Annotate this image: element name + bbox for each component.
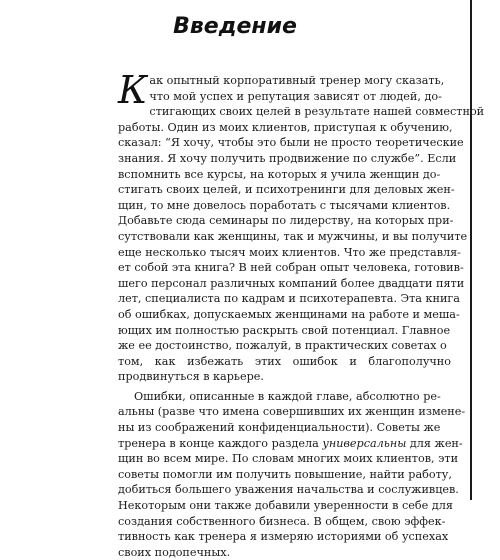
text-line: работы. Один из моих клиентов, приступая к обучению, [118, 120, 453, 134]
text-line: советы помогли им получить повышение, найти работу, [118, 467, 452, 481]
text-line: шего персонал различных компаний более двадцати пяти [118, 276, 465, 290]
page-edge-line [470, 0, 472, 500]
body-text [118, 68, 485, 560]
text-line: создания собственного бизнеса. В общем, свою эффек- [118, 514, 446, 528]
text-line: стигать своих целей, и психотренинги для деловых жен- [118, 183, 455, 197]
text-line: своих подопечных. [118, 545, 231, 559]
text-line: что мой успех и репутация зависят от людей, до- [149, 89, 442, 103]
text-line: щин во всем мире. По словам многих моих клиентов, эти [118, 452, 459, 466]
text-line: сказал: “Я хочу, чтобы это были не просто теоретические [118, 136, 464, 150]
text-line [118, 436, 463, 452]
paragraph-1 [118, 68, 485, 385]
text-fragment: для жен- [406, 436, 463, 450]
text-line: же ее достоинство, пожалуй, в практических советах о [118, 339, 447, 353]
text-line: добиться большего уважения начальства и сослуживцев. [118, 483, 459, 497]
text-line: ющих им полностью раскрыть свой потенциал. Главное [118, 323, 451, 337]
emphasized-word: универсальны [322, 436, 407, 450]
paragraph-2 [118, 389, 466, 560]
text-line: стигающих своих целей в результате нашей совместной [149, 105, 485, 119]
text-line: ак опытный корпоративный тренер могу сказать, [149, 74, 445, 87]
text-line: вспомнить все курсы, на которых я учила женщин до- [118, 167, 441, 181]
text-line: альны (разве что имена совершивших их женщин измене- [118, 405, 466, 419]
text-line: Ошибки, описанные в каждой главе, абсолютно ре- [134, 389, 441, 403]
text-line: еще несколько тысяч моих клиентов. Что же представля- [118, 245, 461, 259]
text-line: том, как избежать этих ошибок и благополучно продвинуться в карьере. [118, 354, 451, 384]
chapter-heading: Введение [173, 14, 297, 39]
text-line: лет, специалиста по кадрам и психотерапевта. Эта книга [118, 292, 460, 306]
text-fragment: тренера в конце каждого раздела [118, 436, 323, 450]
drop-cap: К [118, 68, 148, 112]
text-line: Добавьте сюда семинары по лидерству, на которых при- [118, 214, 454, 228]
text-line: об ошибках, допускаемых женщинами на работе и меша- [118, 307, 460, 321]
text-line: щин, то мне довелось поработать с тысячами клиентов. [118, 198, 451, 212]
text-line: Некоторым они также добавили уверенности в себе для [118, 499, 453, 513]
text-line: знания. Я хочу получить продвижение по службе”. Если [118, 151, 457, 165]
text-line: ны из соображений конфиденциальности). Советы же [118, 421, 441, 435]
text-line: тивность как тренера я измеряю историями об успехах [118, 530, 449, 544]
text-line: сутствовали как женщины, так и мужчины, и вы получите [118, 229, 468, 243]
text-line: ет собой эта книга? В ней собран опыт человека, готовив- [118, 261, 464, 275]
